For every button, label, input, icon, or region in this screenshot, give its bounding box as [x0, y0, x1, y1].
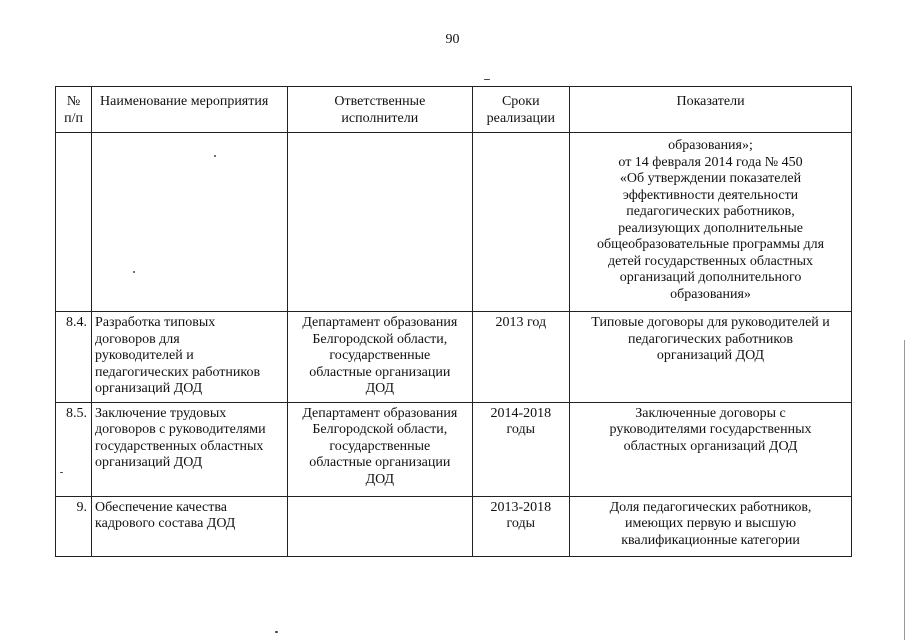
cell-num	[56, 133, 92, 312]
scan-speck	[133, 271, 135, 273]
cell-term: 2013 год	[472, 312, 570, 403]
table-row	[56, 402, 852, 496]
table-header-row	[56, 87, 852, 133]
scan-speck	[60, 472, 63, 473]
header-term: Сроки реализации	[472, 87, 570, 133]
cell-num: 9.	[56, 496, 92, 556]
cell-name	[92, 133, 288, 312]
scan-speck	[484, 79, 490, 80]
cell-indicators: Типовые договоры для руководителей и педагогических работников организаций ДОД	[570, 312, 852, 403]
cell-num: 8.4.	[56, 312, 92, 403]
header-responsible: Ответственные исполнители	[288, 87, 472, 133]
table-row	[56, 312, 852, 403]
header-num: № п/п	[56, 87, 92, 133]
cell-responsible: Департамент образования Белгородской области, государственные областные организации ДОД	[288, 402, 472, 496]
cell-term: 2014-2018 годы	[472, 402, 570, 496]
table-row	[56, 496, 852, 556]
header-name: Наименование мероприятия	[92, 87, 288, 133]
cell-num: 8.5.	[56, 402, 92, 496]
cell-responsible	[288, 496, 472, 556]
cell-indicators: образования»; от 14 февраля 2014 года № 450 «Об утверждении показателей эффективности деятельности педагогических работников, реализующих дополнительные общеобразовательные программы для детей государственных областных организаций дополнительного образования»	[570, 133, 852, 312]
cell-responsible: Департамент образования Белгородской области, государственные областные организации ДОД	[288, 312, 472, 403]
cell-name: Обеспечение качества кадрового состава ДОД	[92, 496, 288, 556]
cell-name: Разработка типовых договоров для руководителей и педагогических работников организаций ДОД	[92, 312, 288, 403]
cell-responsible	[288, 133, 472, 312]
scan-speck	[275, 631, 278, 633]
cell-name: Заключение трудовых договоров с руководителями государственных областных организаций ДОД	[92, 402, 288, 496]
scan-speck	[214, 155, 216, 157]
table-row	[56, 133, 852, 312]
header-indicators: Показатели	[570, 87, 852, 133]
cell-term	[472, 133, 570, 312]
cell-term: 2013-2018 годы	[472, 496, 570, 556]
cell-indicators: Заключенные договоры с руководителями государственных областных организаций ДОД	[570, 402, 852, 496]
page-number: 90	[445, 32, 460, 47]
cell-indicators: Доля педагогических работников, имеющих первую и высшую квалификационные категории	[570, 496, 852, 556]
activities-table	[55, 86, 852, 557]
